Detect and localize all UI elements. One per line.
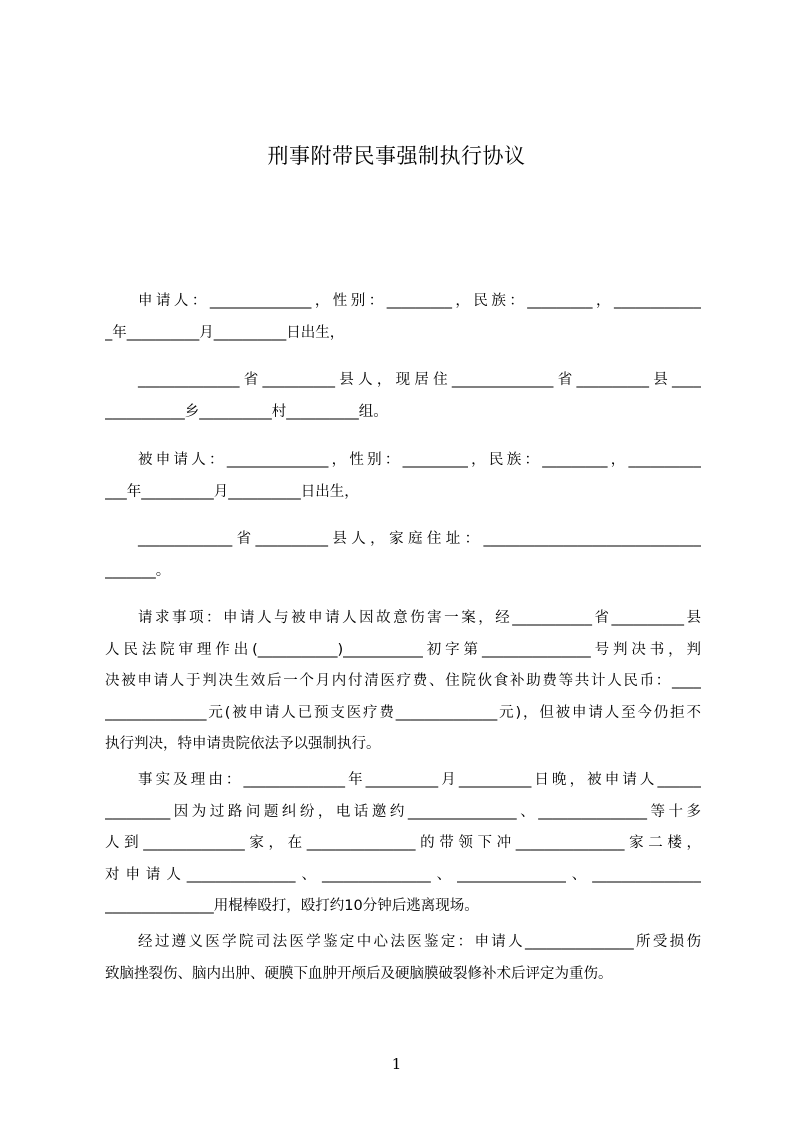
paragraph-line: ___________乡__________村__________组。 (105, 403, 388, 420)
applicant-paragraph (105, 286, 701, 349)
paragraph-line: _年__________月__________日出生， (105, 324, 345, 341)
paragraph-line: _____________省__________县人，家庭住址：______________________________ (138, 531, 701, 547)
paragraph-line: 决被申请人于判决生效后一个月内付清医疗费、住院伙食补助费等共计人民币：____ (105, 673, 701, 689)
page-number: 1 (391, 1055, 402, 1073)
facts-paragraph (105, 765, 701, 923)
paragraph-line: ______________元(被申请人已预支医疗费______________元)，但被申请人至今仍拒不 (105, 704, 701, 721)
paragraph-line: 事实及理由：______________年__________月__________日晚，被申请人______ (138, 772, 701, 788)
respondent-paragraph (105, 445, 701, 508)
paragraph-line: _______________用棍棒殴打，殴打约10分钟后逃离现场。 (105, 898, 479, 914)
paragraph-line: 执行判决，特申请贵院依法予以强制执行。 (105, 736, 381, 752)
paragraph-line: 人民法院审理作出(___________)___________初字第_______________号判决书，判 (105, 641, 701, 658)
paragraph-line: 申请人：______________，性别：_________，民族：_________，____________ (138, 293, 701, 309)
paragraph-line: _______。 (105, 562, 171, 579)
appraisal-paragraph (105, 927, 701, 990)
paragraph-line: 致脑挫裂伤、脑内出肿、硬膜下血肿开颅后及硬脑膜破裂修补术后评定为重伤。 (105, 965, 613, 982)
respondent-address-paragraph (105, 524, 701, 587)
paragraph-line: _________因为过路问题纠纷，电话邀约_______________、_______________等十多 (105, 803, 701, 820)
paragraph-line: 人到______________家，在_______________的带领下冲_______________家二楼， (105, 835, 701, 851)
paragraph-line: 请求事项：申请人与被申请人因故意伤害一案，经___________省__________县 (138, 610, 701, 626)
request-paragraph (105, 603, 701, 761)
document-title: 刑事附带民事强制执行协议 (267, 144, 526, 168)
paragraph-line: 经过遵义医学院司法医学鉴定中心法医鉴定：申请人_______________所受损伤 (138, 934, 701, 950)
applicant-address-paragraph (105, 365, 701, 428)
paragraph-line: ______________省__________县人，现居住______________省__________县____ (138, 372, 701, 388)
paragraph-line: 对申请人_______________、_______________、_______________、_______________ (105, 866, 701, 883)
paragraph-line: ___年__________月__________日出生， (105, 483, 359, 500)
paragraph-line: 被申请人：______________，性别：_________，民族：_________，__________ (138, 452, 701, 468)
